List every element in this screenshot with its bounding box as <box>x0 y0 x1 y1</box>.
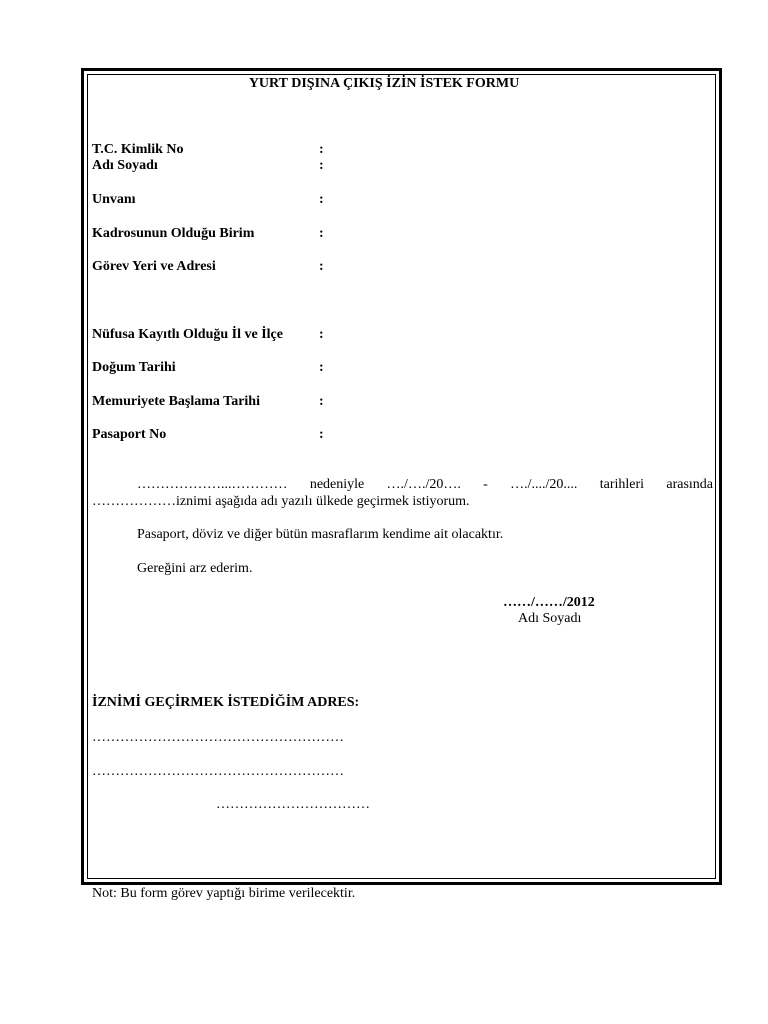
field-label-nufus-il-ilce: Nüfusa Kayıtlı Olduğu İl ve İlçe <box>92 327 283 342</box>
field-colon-adi-soyadi: : <box>319 158 324 173</box>
field-colon-gorev-yeri: : <box>319 259 324 274</box>
closing-statement: Gereğini arz ederim. <box>137 561 253 576</box>
address-line-2: ……………………………………………… <box>92 764 344 779</box>
field-colon-tc-kimlik: : <box>319 142 324 157</box>
field-colon-dogum-tarihi: : <box>319 360 324 375</box>
form-title: YURT DIŞINA ÇIKIŞ İZİN İSTEK FORMU <box>248 76 520 91</box>
address-line-3: …………………………… <box>216 797 370 812</box>
field-label-dogum-tarihi: Doğum Tarihi <box>92 360 176 375</box>
field-label-gorev-yeri: Görev Yeri ve Adresi <box>92 259 216 274</box>
request-paragraph-line2: ………………iznimi aşağıda adı yazılı ülkede geçirmek istiyorum. <box>92 494 470 509</box>
field-colon-unvani: : <box>319 192 324 207</box>
field-colon-pasaport-no: : <box>319 427 324 442</box>
address-line-1: ……………………………………………… <box>92 730 344 745</box>
expenses-statement: Pasaport, döviz ve diğer bütün masraflarım kendime ait olacaktır. <box>137 527 504 542</box>
signature-name: Adı Soyadı <box>518 611 582 626</box>
field-label-unvani: Unvanı <box>92 192 136 207</box>
field-label-memuriyet-baslama: Memuriyete Başlama Tarihi <box>92 394 260 409</box>
footer-note: Not: Bu form görev yaptığı birime verilecektir. <box>92 886 356 901</box>
field-colon-kadro-birim: : <box>319 226 324 241</box>
field-label-adi-soyadi: Adı Soyadı <box>92 158 158 173</box>
field-label-pasaport-no: Pasaport No <box>92 427 167 442</box>
address-heading: İZNİMİ GEÇİRMEK İSTEDİĞİM ADRES: <box>92 695 360 710</box>
request-paragraph-line1: ………………...………… nedeniyle …./…./20…. - …./..../20.... tarihleri arasında <box>137 477 713 492</box>
field-label-tc-kimlik: T.C. Kimlik No <box>92 142 184 157</box>
field-colon-nufus-il-ilce: : <box>319 327 324 342</box>
signature-date: ……/……/2012 <box>503 595 595 610</box>
field-colon-memuriyet-baslama: : <box>319 394 324 409</box>
field-label-kadro-birim: Kadrosunun Olduğu Birim <box>92 226 255 241</box>
